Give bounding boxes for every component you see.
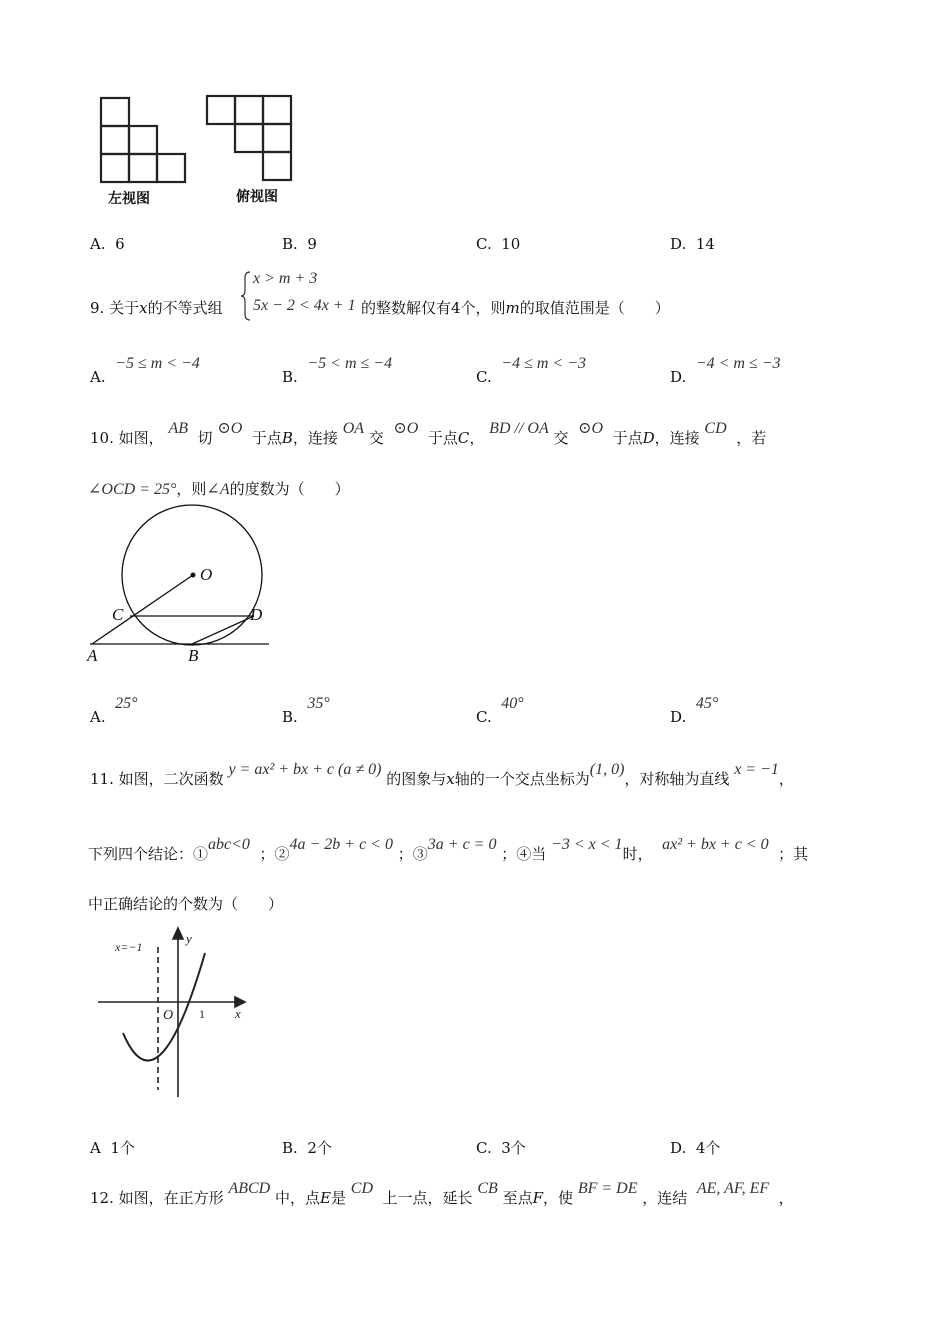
- q10-stem-line2: ∠OCD = 25°，则∠A的度数为（ ）: [88, 480, 350, 498]
- label-x: x: [235, 1006, 241, 1021]
- segment-oa: [92, 575, 193, 644]
- segment-bd: [192, 616, 254, 644]
- label-a: A: [87, 646, 98, 665]
- q9-stem-tail: 的整数解仅有4个，则m的取值范围是（ ）: [361, 299, 670, 317]
- q8-option-c: C. 10: [476, 235, 521, 253]
- q11-option-b: B. 2个: [282, 1139, 332, 1157]
- q11-option-c: C. 3个: [476, 1139, 526, 1157]
- top-view-caption: 俯视图: [236, 189, 278, 205]
- label-d: D: [250, 605, 263, 624]
- q12-stem-line1: 12. 如图，在正方形 ABCD 中，点E是 CD 上一点，延长 CB 至点F，使 BF = DE ，连结 AE, AF, EF ，: [90, 1180, 794, 1207]
- label-o: O: [200, 565, 213, 584]
- q11-parabola-figure: [95, 925, 255, 1100]
- q9-stem: 9. 关于x的不等式组: [90, 299, 223, 317]
- q10-circle-figure: [85, 500, 285, 670]
- label-b: B: [188, 646, 199, 665]
- q10-stem-line1: 10. 如图， AB 切 ⊙O 于点B，连接 OA 交 ⊙O 于点C， BD // OA 交 ⊙O 于点D，连接 CD ，若: [90, 420, 767, 447]
- q10-option-c: C. 40°: [476, 695, 524, 726]
- label-y: y: [186, 931, 192, 946]
- q9-inequality-1: x > m + 3: [253, 270, 318, 287]
- q10-option-d: D. 45°: [670, 695, 719, 726]
- q9-option-b: B. −5 < m ≤ −4: [282, 355, 393, 386]
- q11-stem-line3: 中正确结论的个数为（ ）: [88, 895, 284, 913]
- left-view-caption: 左视图: [108, 191, 150, 207]
- q8-option-d: D. 14: [670, 235, 715, 253]
- q8-option-b: B. 9: [282, 235, 317, 253]
- label-c: C: [112, 605, 124, 624]
- q9-inequality-2: 5x − 2 < 4x + 1: [253, 297, 356, 314]
- parabola-curve: [123, 953, 205, 1061]
- label-symmetry-axis: x=−1: [115, 940, 143, 954]
- q11-stem-line2: 下列四个结论：①abc<0 ；②4a − 2b + c < 0 ；③3a + c = 0 ；④当 −3 < x < 1时， ax² + bx + c < 0 ；其: [88, 836, 809, 863]
- center-point: [191, 573, 196, 578]
- q9-option-c: C. −4 ≤ m < −3: [476, 355, 586, 386]
- q8-option-a: A. 6: [90, 235, 125, 253]
- q9-option-d: D. −4 < m ≤ −3: [670, 355, 781, 386]
- label-one: 1: [199, 1007, 205, 1021]
- q11-option-a: A 1个: [90, 1139, 135, 1157]
- q9-option-a: A. −5 ≤ m < −4: [90, 355, 200, 386]
- label-origin: O: [163, 1008, 174, 1023]
- q9-brace: [240, 270, 252, 322]
- q10-option-b: B. 35°: [282, 695, 330, 726]
- q11-stem-line1: 11. 如图，二次函数 y = ax² + bx + c (a ≠ 0) 的图象与x轴的一个交点坐标为(1, 0)，对称轴为直线 x = −1，: [90, 761, 794, 788]
- q11-option-d: D. 4个: [670, 1139, 721, 1157]
- y-axis-arrow: [173, 928, 183, 939]
- q10-option-a: A. 25°: [90, 695, 138, 726]
